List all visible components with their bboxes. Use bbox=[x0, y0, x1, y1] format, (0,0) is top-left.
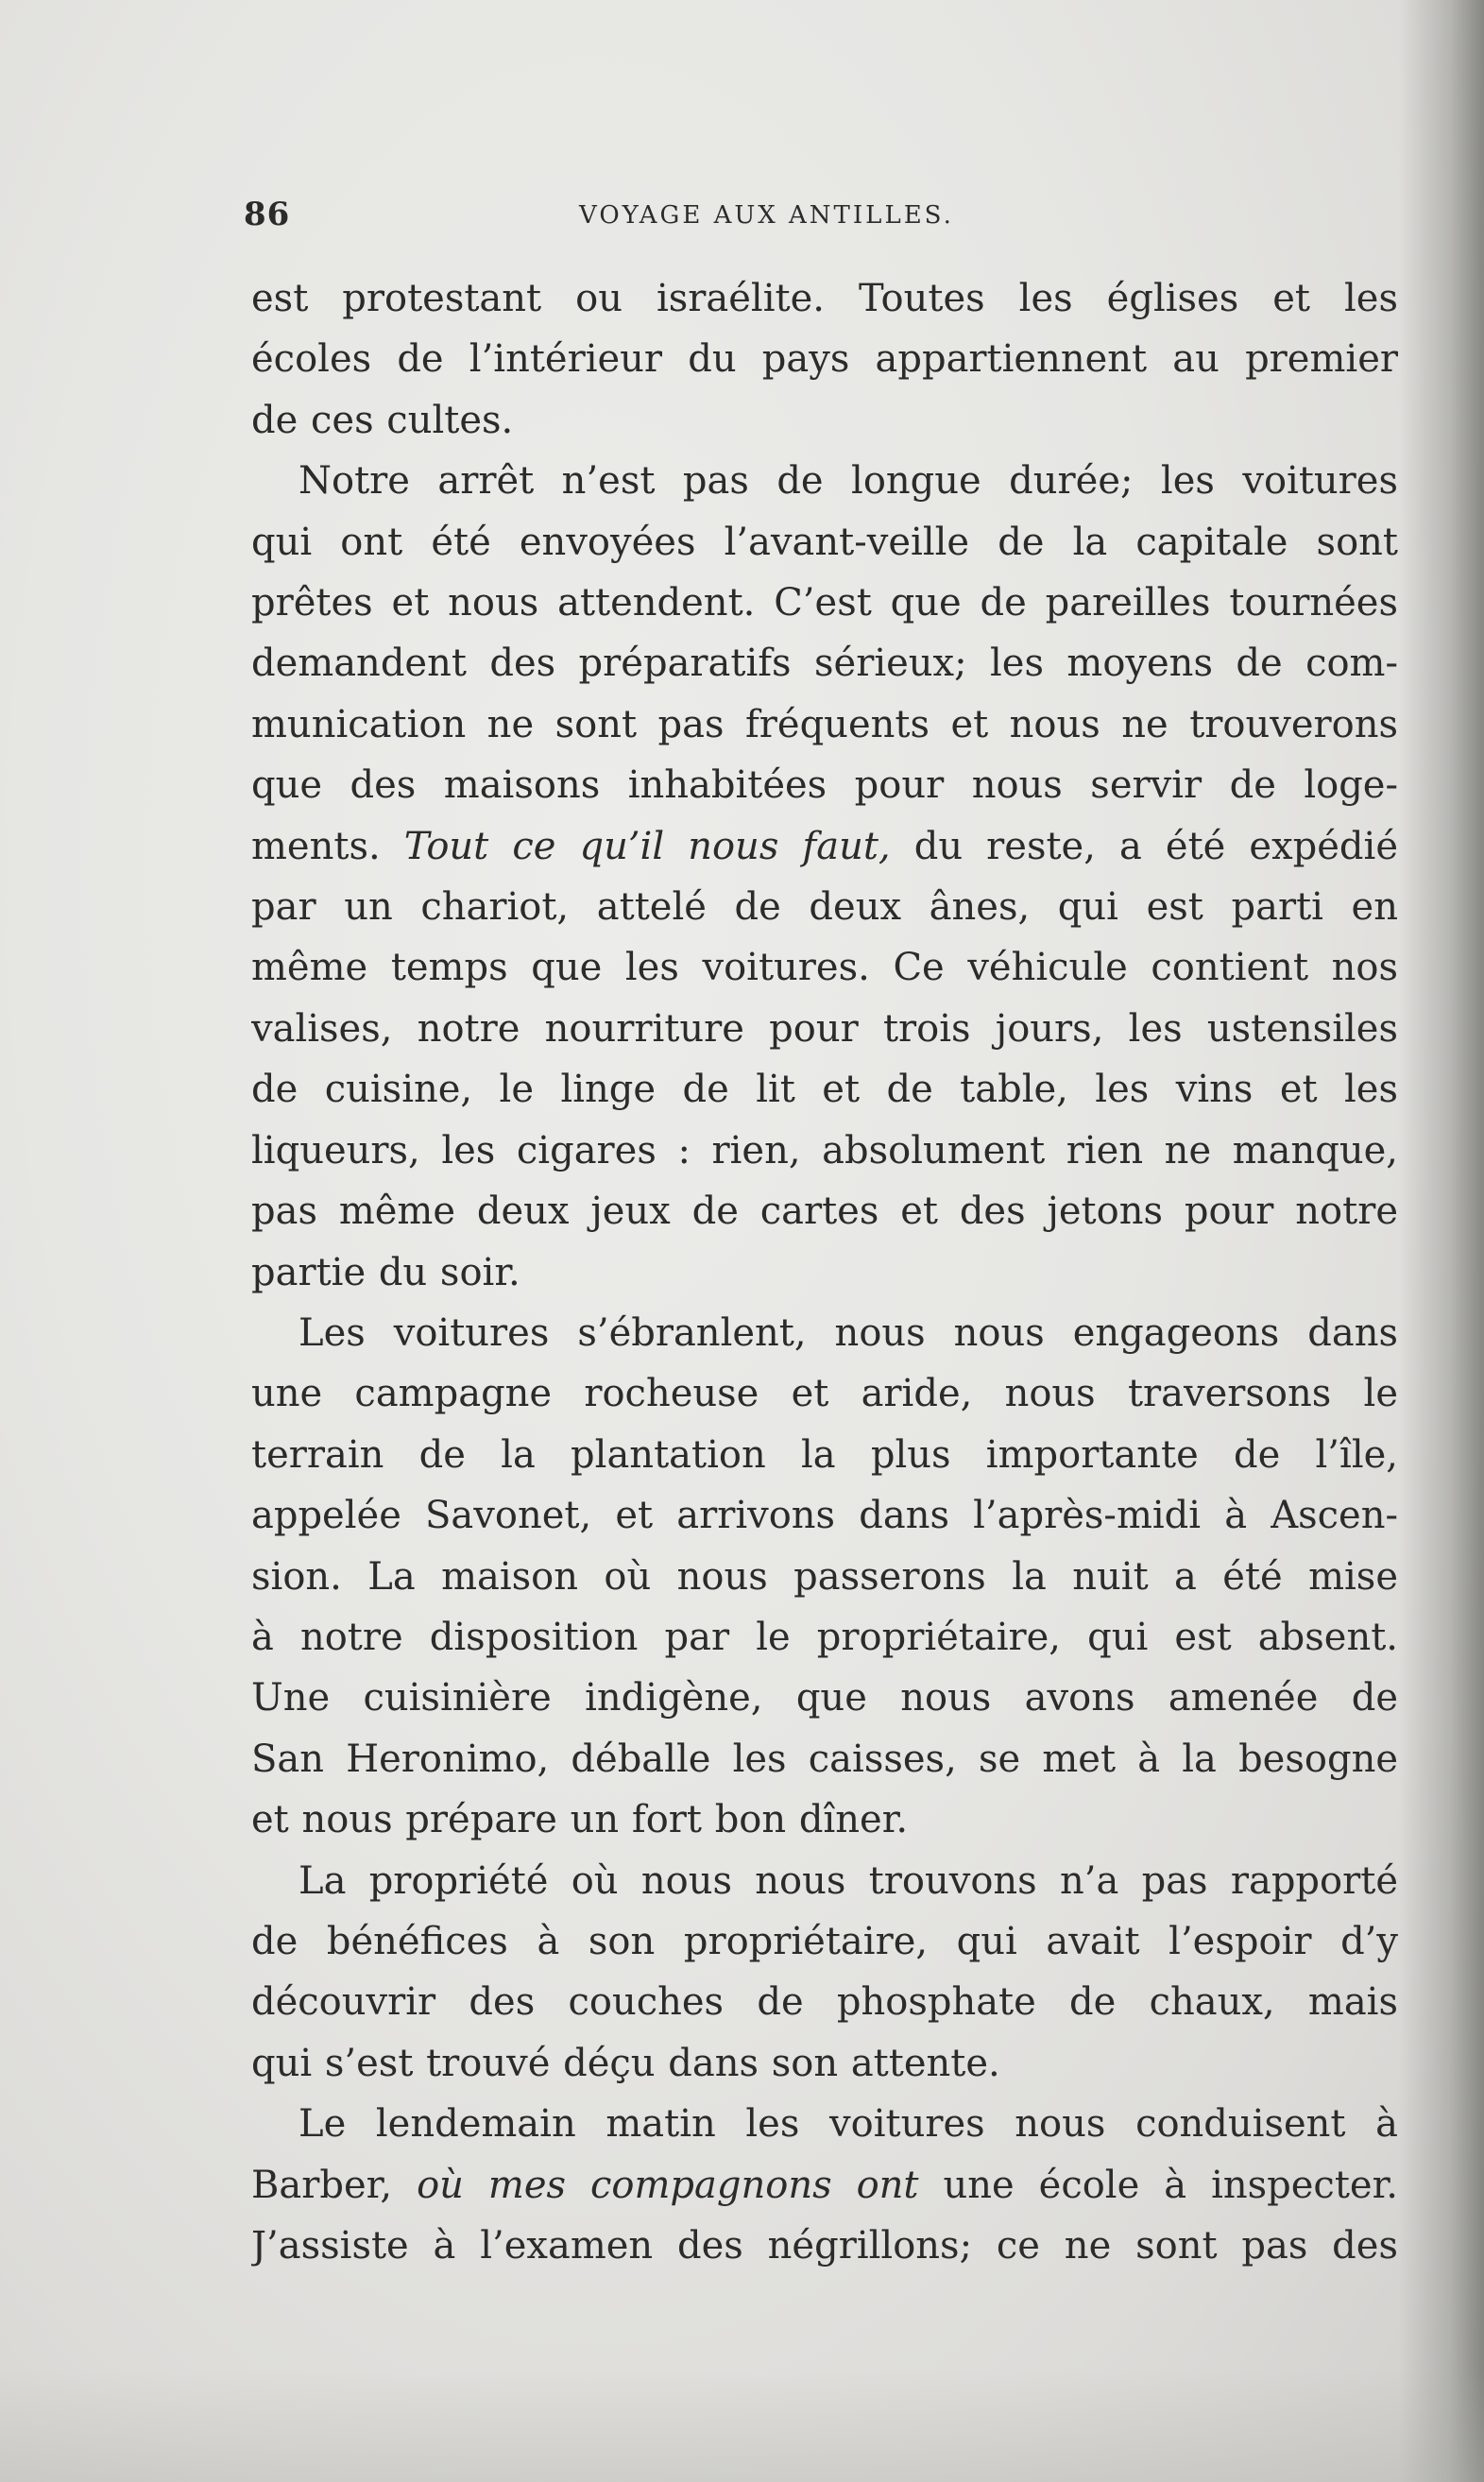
text-line: de cuisine, le linge de lit et de table, les vins et les bbox=[251, 1068, 1398, 1112]
text-line: liqueurs, les cigares : rien, absolument rien ne manque, bbox=[251, 1128, 1398, 1173]
text-line-mixed bbox=[251, 816, 1398, 877]
text-line: que des maisons inhabitées pour nous servir de loge- bbox=[251, 763, 1398, 808]
text-line: de ces cultes. bbox=[251, 398, 514, 442]
page-edge-shadow bbox=[1399, 0, 1484, 2482]
text-line: valises, notre nourriture pour trois jours, les ustensiles bbox=[251, 1006, 1398, 1051]
text-line: munication ne sont pas fréquents et nous ne trouverons bbox=[251, 702, 1398, 746]
text-line: partie du soir. bbox=[251, 1250, 520, 1294]
text-segment-italic: Tout ce qu’il nous faut, bbox=[403, 824, 891, 868]
text-segment-italic: où mes compagnons ont bbox=[417, 2163, 919, 2207]
text-line: J’assiste à l’examen des négrillons; ce ne sont pas des bbox=[251, 2224, 1398, 2268]
text-line: San Heronimo, déballe les caisses, se met à la besogne bbox=[251, 1737, 1398, 1781]
text-line: Les voitures s’ébranlent, nous nous engageons dans bbox=[299, 1310, 1398, 1355]
text-line: à notre disposition par le propriétaire, qui est absent. bbox=[251, 1615, 1398, 1659]
text-line: Le lendemain matin les voitures nous conduisent à bbox=[299, 2102, 1398, 2147]
text-line: prêtes et nous attendent. C’est que de pareilles tournées bbox=[251, 581, 1398, 625]
text-line: qui ont été envoyées l’avant-veille de la capitale sont bbox=[251, 520, 1398, 564]
text-line: par un chariot, attelé de deux ânes, qui est parti en bbox=[251, 885, 1398, 930]
text-line: pas même deux jeux de cartes et des jetons pour notre bbox=[251, 1190, 1398, 1234]
text-segment: une école à inspecter. bbox=[943, 2163, 1398, 2207]
text-line: écoles de l’intérieur du pays appartiennent au premier bbox=[251, 337, 1398, 382]
text-line: est protestant ou israélite. Toutes les églises et les bbox=[251, 277, 1398, 320]
text-line: découvrir des couches de phosphate de chaux, mais bbox=[251, 1980, 1398, 2025]
text-line: Une cuisinière indigène, que nous avons amenée de bbox=[251, 1676, 1398, 1720]
text-line: demandent des préparatifs sérieux; les moyens de com- bbox=[251, 642, 1398, 686]
text-segment: du reste, a été expédié bbox=[913, 824, 1398, 868]
text-line: même temps que les voitures. Ce véhicule contient nos bbox=[251, 946, 1398, 990]
text-line: de bénéfices à son propriétaire, qui avait l’espoir d’y bbox=[251, 1919, 1398, 1963]
text-line: La propriété où nous nous trouvons n’a pas rapporté bbox=[299, 1858, 1398, 1903]
page-bottom-shadow bbox=[0, 2369, 1484, 2482]
text-line: sion. La maison où nous passerons la nuit a été mise bbox=[251, 1554, 1398, 1599]
text-line: terrain de la plantation la plus importante de l’île, bbox=[251, 1432, 1398, 1477]
text-segment: Barber, bbox=[251, 2163, 393, 2207]
page-number: 86 bbox=[244, 196, 291, 233]
running-title: VOYAGE AUX ANTILLES. bbox=[579, 201, 954, 230]
text-line: appelée Savonet, et arrivons dans l’après-midi à Ascen- bbox=[251, 1494, 1398, 1538]
text-line: et nous prépare un fort bon dîner. bbox=[251, 1798, 909, 1842]
text-line-mixed bbox=[251, 2155, 1398, 2216]
text-segment: ments. bbox=[251, 824, 381, 868]
body-text bbox=[251, 268, 1398, 2276]
text-line: une campagne rocheuse et aride, nous traversons le bbox=[251, 1372, 1398, 1416]
text-line: Notre arrêt n’est pas de longue durée; les voitures bbox=[299, 459, 1398, 504]
running-head bbox=[244, 196, 1051, 243]
text-line: qui s’est trouvé déçu dans son attente. bbox=[251, 2041, 1000, 2085]
